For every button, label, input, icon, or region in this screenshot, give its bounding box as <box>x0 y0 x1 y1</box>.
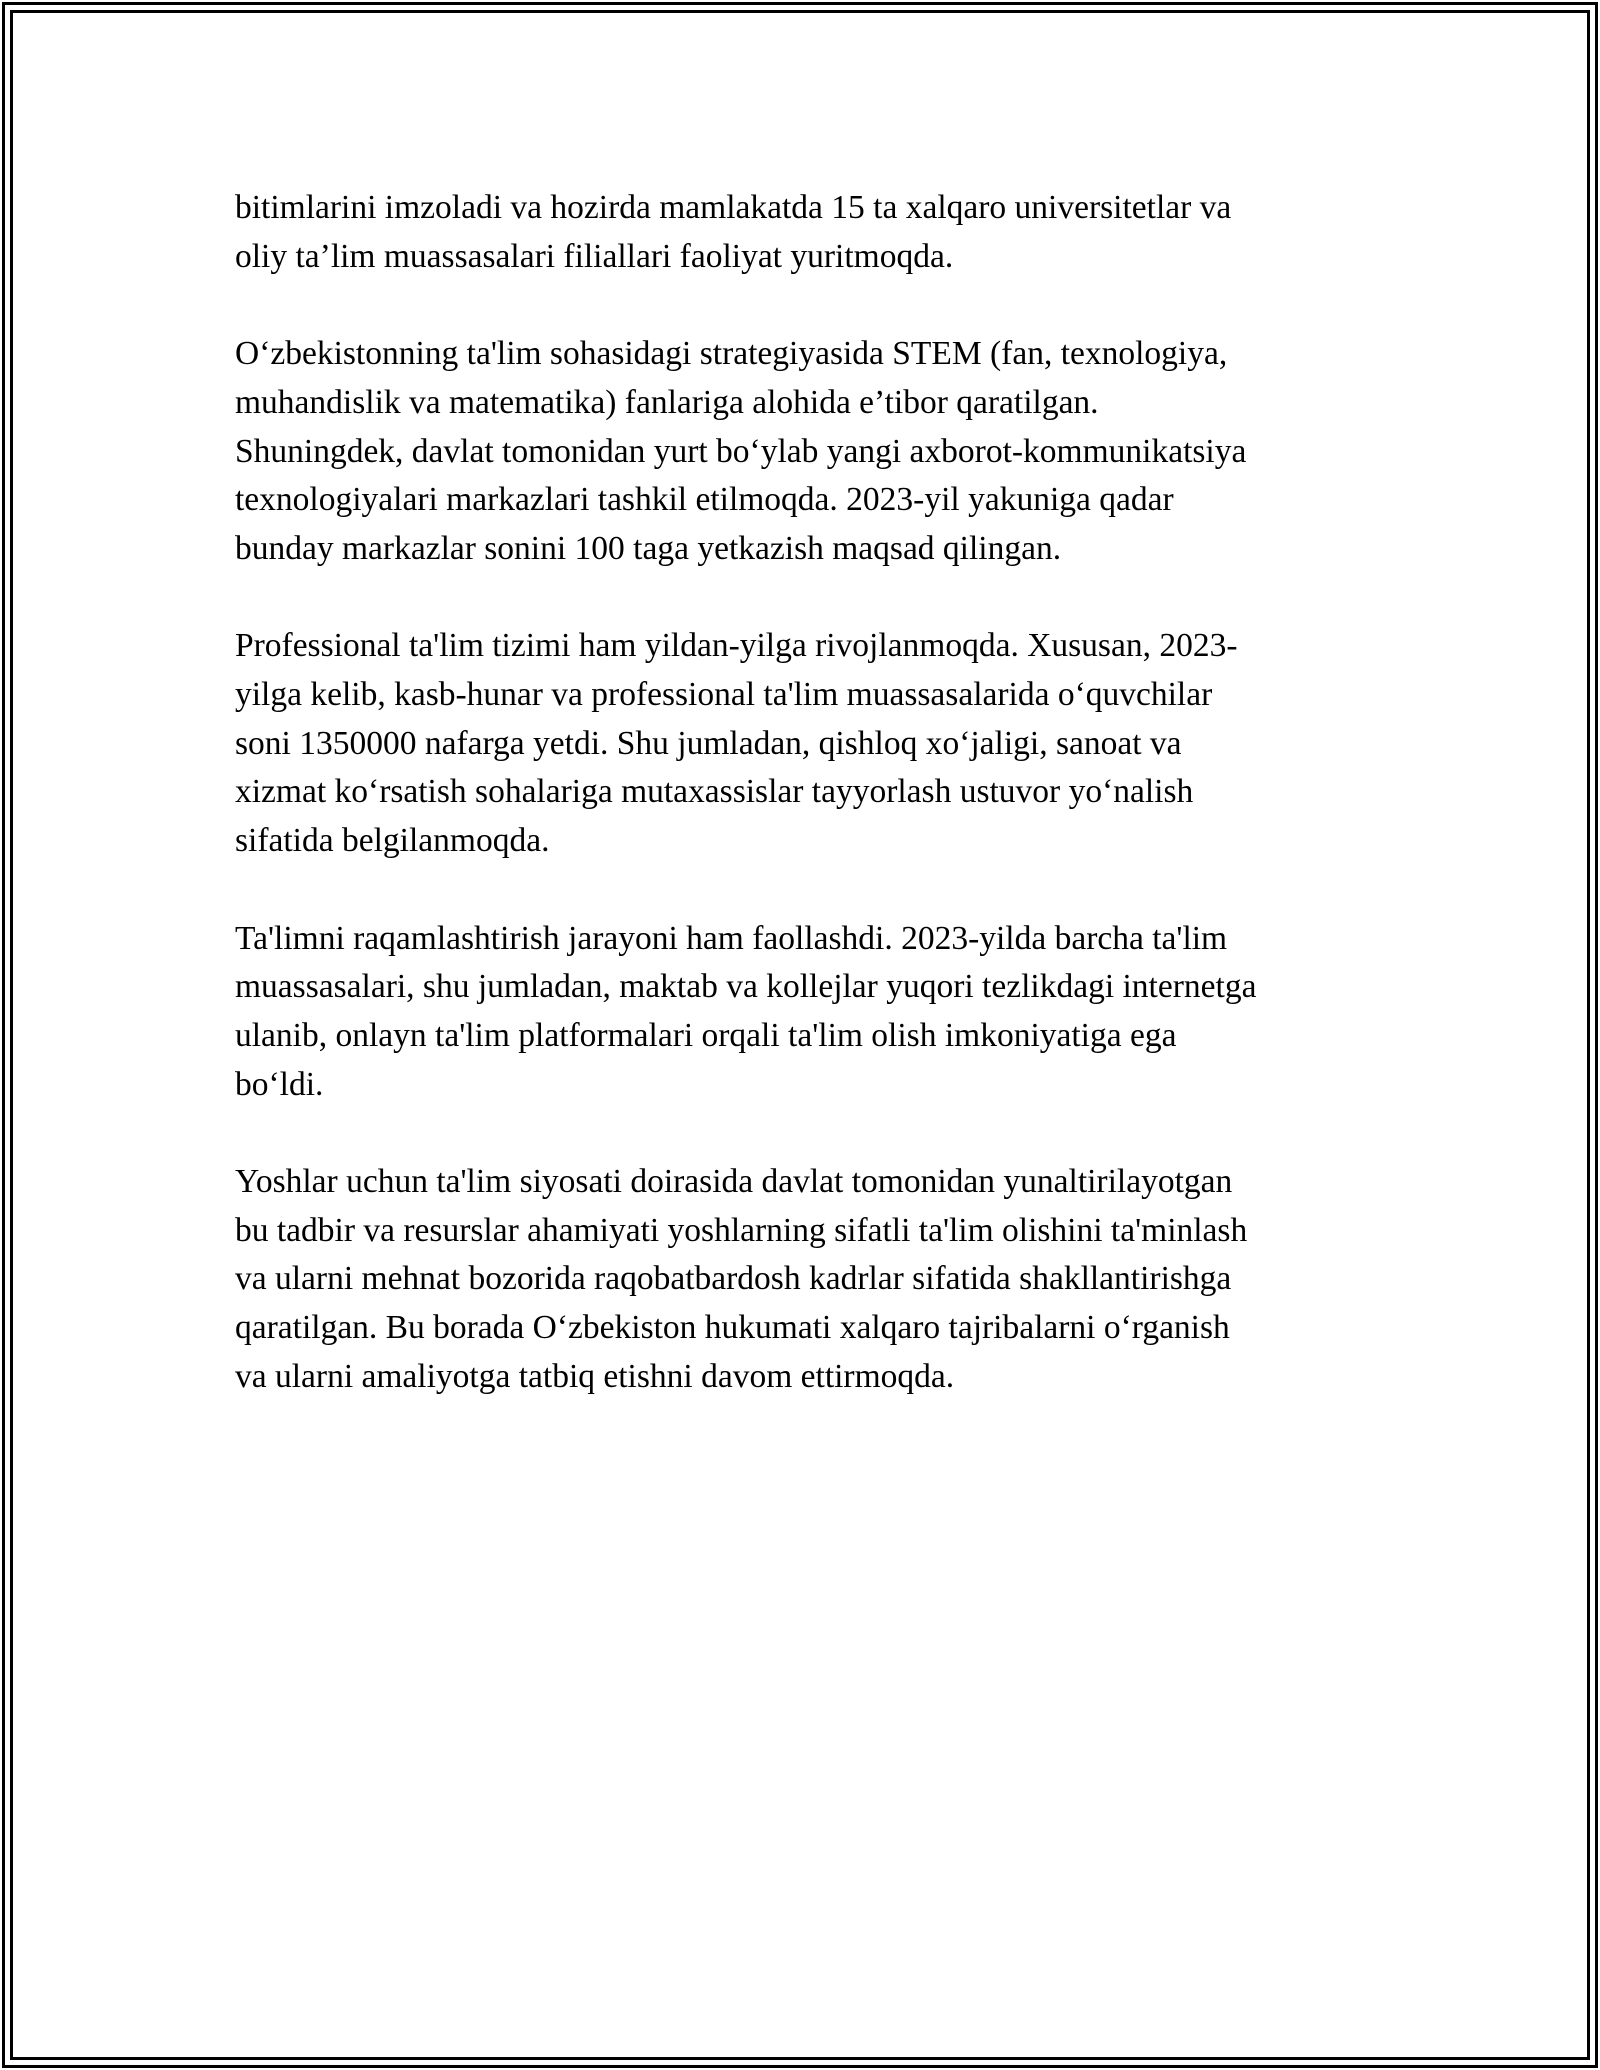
paragraph-3: Professional ta'lim tizimi ham yildan-yilga rivojlanmoqda. Xususan, 2023- yilga kelib, kasb-hunar va professional ta'lim muassasalarida o‘quvchilar soni 1350000 nafarga yetdi. Shu jumladan, qishloq xo‘jaligi, sanoat va xizmat ko‘rsatish sohalariga mutaxassislar tayyorlash ustuvor yo‘nalish sifatida belgilanmoqda. <box>235 627 1238 860</box>
paragraph-2: O‘zbekistonning ta'lim sohasidagi strategiyasida STEM (fan, texnologiya, muhandislik va matematika) fanlariga alohida e’tibor qaratilgan. Shuningdek, davlat tomonidan yurt bo‘ylab yangi axborot-kommunikatsiya texnologiyalari markazlari tashkil etilmoqda. 2023-yil yakuniga qadar bunday markazlar sonini 100 taga yetkazish maqsad qilingan. <box>235 335 1247 567</box>
document-body <box>235 184 1375 1450</box>
paragraph-5: Yoshlar uchun ta'lim siyosati doirasida davlat tomonidan yunaltirilayotgan bu tadbir va resurslar ahamiyati yoshlarning sifatli ta'lim olishini ta'minlash va ularni mehnat bozorida raqobatbardosh kadrlar sifatida shakllantirishga qaratilgan. Bu borada O‘zbekiston hukumati xalqaro tajribalarni o‘rganish va ularni amaliyotga tatbiq etishni davom ettirmoqda. <box>235 1163 1248 1395</box>
paragraph-1: bitimlarini imzoladi va hozirda mamlakatda 15 ta xalqaro universitetlar va oliy ta’lim muassasalari filiallari faoliyat yuritmoqda. <box>235 189 1232 275</box>
paragraph-4: Ta'limni raqamlashtirish jarayoni ham faollashdi. 2023-yilda barcha ta'lim muassasalari, shu jumladan, maktab va kollejlar yuqori tezlikdagi internetga ulanib, onlayn ta'lim platformalari orqali ta'lim olish imkoniyatiga ega bo‘ldi. <box>235 919 1257 1103</box>
